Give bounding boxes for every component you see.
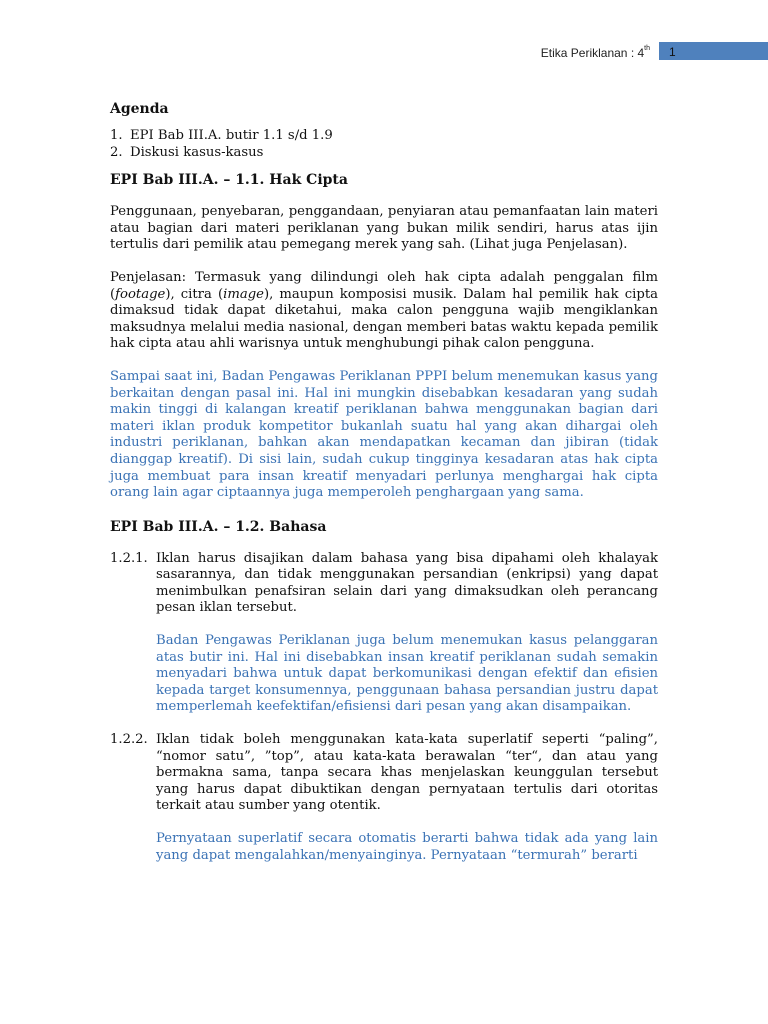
agenda-list (110, 128, 658, 161)
rule-item-1-2-1 (110, 551, 658, 617)
comment-hak-cipta: Sampai saat ini, Badan Pengawas Periklanan PPPI belum menemukan kasus yang berkaitan dengan pasal ini. Hal ini mungkin disebabkan kesadaran yang sudah makin tinggi di kalangan kreatif periklanan bahwa menggunakan bagian dari materi iklan produk kompetitor bukanlah suatu hal yang akan dihargai oleh industri periklanan, bahkan akan mendapatkan kecaman dan jibiran (tidak dianggap kreatif). Di sisi lain, sudah cukup tingginya kesadaran atas hak cipta juga membuat para insan kreatif menyadari perlunya menghargai hak cipta orang lain agar ciptaannya juga memperoleh penghargaan yang sama. (110, 368, 658, 501)
rule-text: Iklan harus disajikan dalam bahasa yang bisa dipahami oleh khalayak sasarannya, dan tidak menggunakan persandian (enkripsi) yang dapat menimbulkan penafsiran selain dari yang dimaksudkan oleh perancang pesan iklan tersebut. (156, 550, 658, 616)
penjelasan-text-c: ), maupun komposisi musik. Dalam hal pemilik hak cipta dimaksud tidak dapat diketahui, maka calon pengguna wajib mengiklankan maksudnya melalui media nasional, dengan memberi batas waktu kepada pemilik hak cipta atau ahli warisnya untuk menghubungi pihak calon pengguna. (110, 286, 658, 352)
agenda-item-number: 2. (110, 144, 123, 160)
section-heading-bahasa: EPI Bab III.A. – 1.2. Bahasa (110, 518, 327, 535)
page-header (0, 42, 768, 62)
document-title-superscript: th (644, 45, 650, 52)
comment-1-2-1: Badan Pengawas Periklanan juga belum menemukan kasus pelanggaran atas butir ini. Hal ini disebabkan insan kreatif periklanan sudah semakin menyadari bahwa untuk dapat berkomunikasi dengan efektif dan efisien kepada target konsumennya, penggunaan bahasa persandian justru dapat memperlemah keefektifan/efisiensi dari pesan yang akan disampaikan. (156, 633, 658, 715)
agenda-item (110, 128, 658, 145)
penjelasan-text-a: Penjelasan: Termasuk yang dilindungi oleh hak cipta adalah penggalan film ( (110, 269, 658, 302)
document-title (541, 46, 650, 60)
document-title-text: Etika Periklanan : 4 (540, 46, 645, 60)
rule-number: 1.2.1. (110, 550, 148, 566)
section-heading-hak-cipta: EPI Bab III.A. – 1.1. Hak Cipta (110, 172, 348, 189)
page-number: 1 (669, 45, 676, 59)
document-body (110, 100, 658, 864)
comment-1-2-2: Pernyataan superlatif secara otomatis berarti bahwa tidak ada yang lain yang dapat mengalahkan/menyainginya. Pernyataan “termurah” berarti (156, 831, 658, 863)
penjelasan-text-b: ), citra ( (165, 286, 224, 302)
rule-text: Iklan tidak boleh menggunakan kata-kata superlatif seperti “paling”, “nomor satu”, ”top”, atau kata-kata berawalan “ter“, dan atau yang bermakna sama, tanpa secara khas menjelaskan keunggulan tersebut yang harus dapat dibuktikan dengan pernyataan tertulis dari otoritas terkait atau sumber yang otentik. (156, 732, 658, 814)
term-image: image (223, 286, 264, 302)
rule-number: 1.2.2. (110, 732, 148, 748)
agenda-item-number: 1. (110, 128, 123, 143)
paragraph-penjelasan (110, 270, 658, 353)
agenda-heading: Agenda (110, 101, 169, 117)
term-footage: footage (115, 286, 166, 302)
paragraph-hak-cipta-rule: Penggunaan, penyebaran, penggandaan, penyiaran atau pemanfaatan lain materi atau bagian dari materi periklanan yang bukan milik sendiri, harus atas ijin tertulis dari pemilik atau pemegang merek yang sah. (Lihat juga Penjelasan). (110, 204, 658, 253)
rule-item-1-2-2 (110, 732, 658, 815)
agenda-item-text: EPI Bab III.A. butir 1.1 s/d 1.9 (130, 128, 333, 143)
page-number-box (659, 42, 768, 60)
agenda-item-text: Diskusi kasus-kasus (130, 144, 264, 160)
agenda-item (110, 145, 658, 162)
